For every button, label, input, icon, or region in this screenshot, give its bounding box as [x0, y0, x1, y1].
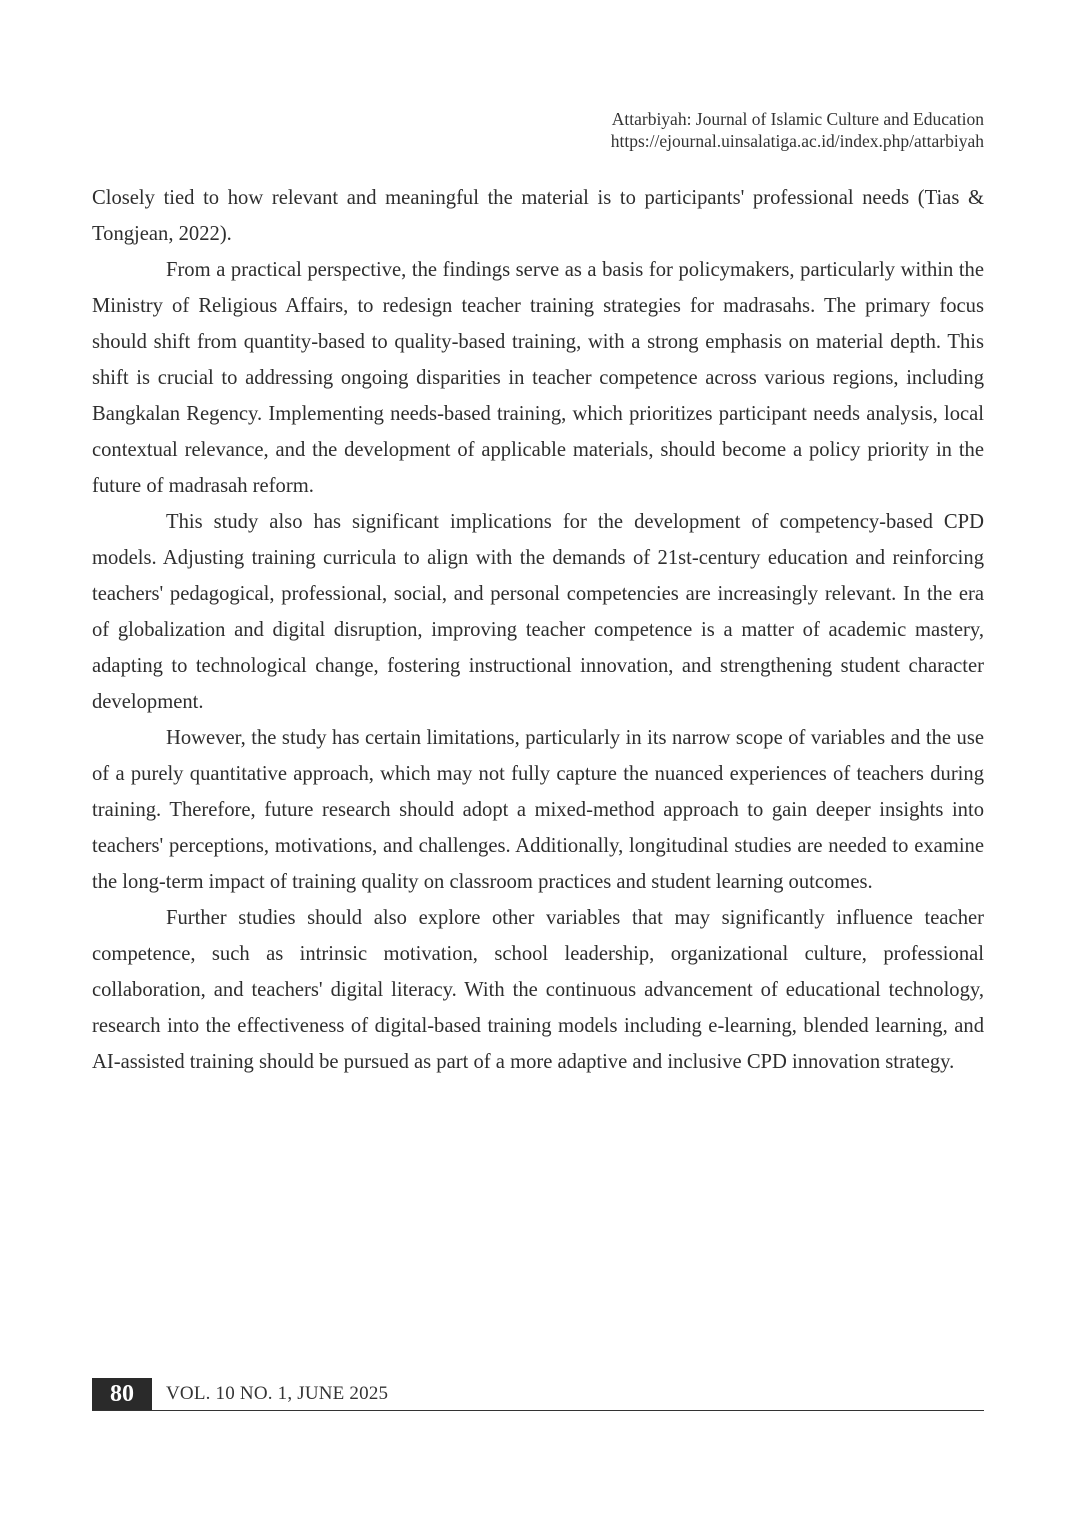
- issue-label: VOL. 10 NO. 1, JUNE 2025: [166, 1383, 389, 1404]
- journal-url[interactable]: https://ejournal.uinsalatiga.ac.id/index.php/attarbiyah: [610, 131, 984, 151]
- paragraph-practical-perspective: From a practical perspective, the findings serve as a basis for policymakers, particularly within the Ministry of Religious Affairs, to redesign teacher training strategies for madrasahs. The primary focus should shift from quantity-based to quality-based training, with a strong emphasis on material depth. This shift is crucial to addressing ongoing disparities in teacher competence across various regions, including Bangkalan Regency. Implementing needs-based training, which prioritizes participant needs analysis, local contextual relevance, and the development of applicable materials, should become a policy priority in the future of madrasah reform.: [92, 259, 984, 497]
- paragraph-cpd-implications: This study also has significant implications for the development of competency-based CPD models. Adjusting training curricula to align with the demands of 21st-century education and reinforcing teachers' pedagogical, professional, social, and personal competencies are increasingly relevant. In the era of globalization and digital disruption, improving teacher competence is a matter of academic mastery, adapting to technological change, fostering instructional innovation, and strengthening student character development.: [92, 511, 984, 713]
- paragraph-further-studies: Further studies should also explore other variables that may significantly influence teacher competence, such as intrinsic motivation, school leadership, organizational culture, professional collaboration, and teachers' digital literacy. With the continuous advancement of educational technology, research into the effectiveness of digital-based training models including e-learning, blended learning, and AI-assisted training should be pursued as part of a more adaptive and inclusive CPD innovation strategy.: [92, 907, 984, 1073]
- running-header: [284, 108, 984, 152]
- paragraph-limitations: However, the study has certain limitations, particularly in its narrow scope of variables and the use of a purely quantitative approach, which may not fully capture the nuanced experiences of teachers during training. Therefore, future research should adopt a mixed-method approach to gain deeper insights into teachers' perceptions, motivations, and challenges. Additionally, longitudinal studies are needed to examine the long-term impact of training quality on classroom practices and student learning outcomes.: [92, 727, 984, 893]
- page-number: 80: [92, 1378, 152, 1410]
- journal-title: Attarbiyah: Journal of Islamic Culture and Education: [611, 109, 984, 129]
- paragraph-continued: Closely tied to how relevant and meaningful the material is to participants' professional needs (Tias & Tongjean, 2022).: [92, 187, 984, 245]
- article-body: [92, 180, 984, 1080]
- page-footer: [92, 1378, 984, 1411]
